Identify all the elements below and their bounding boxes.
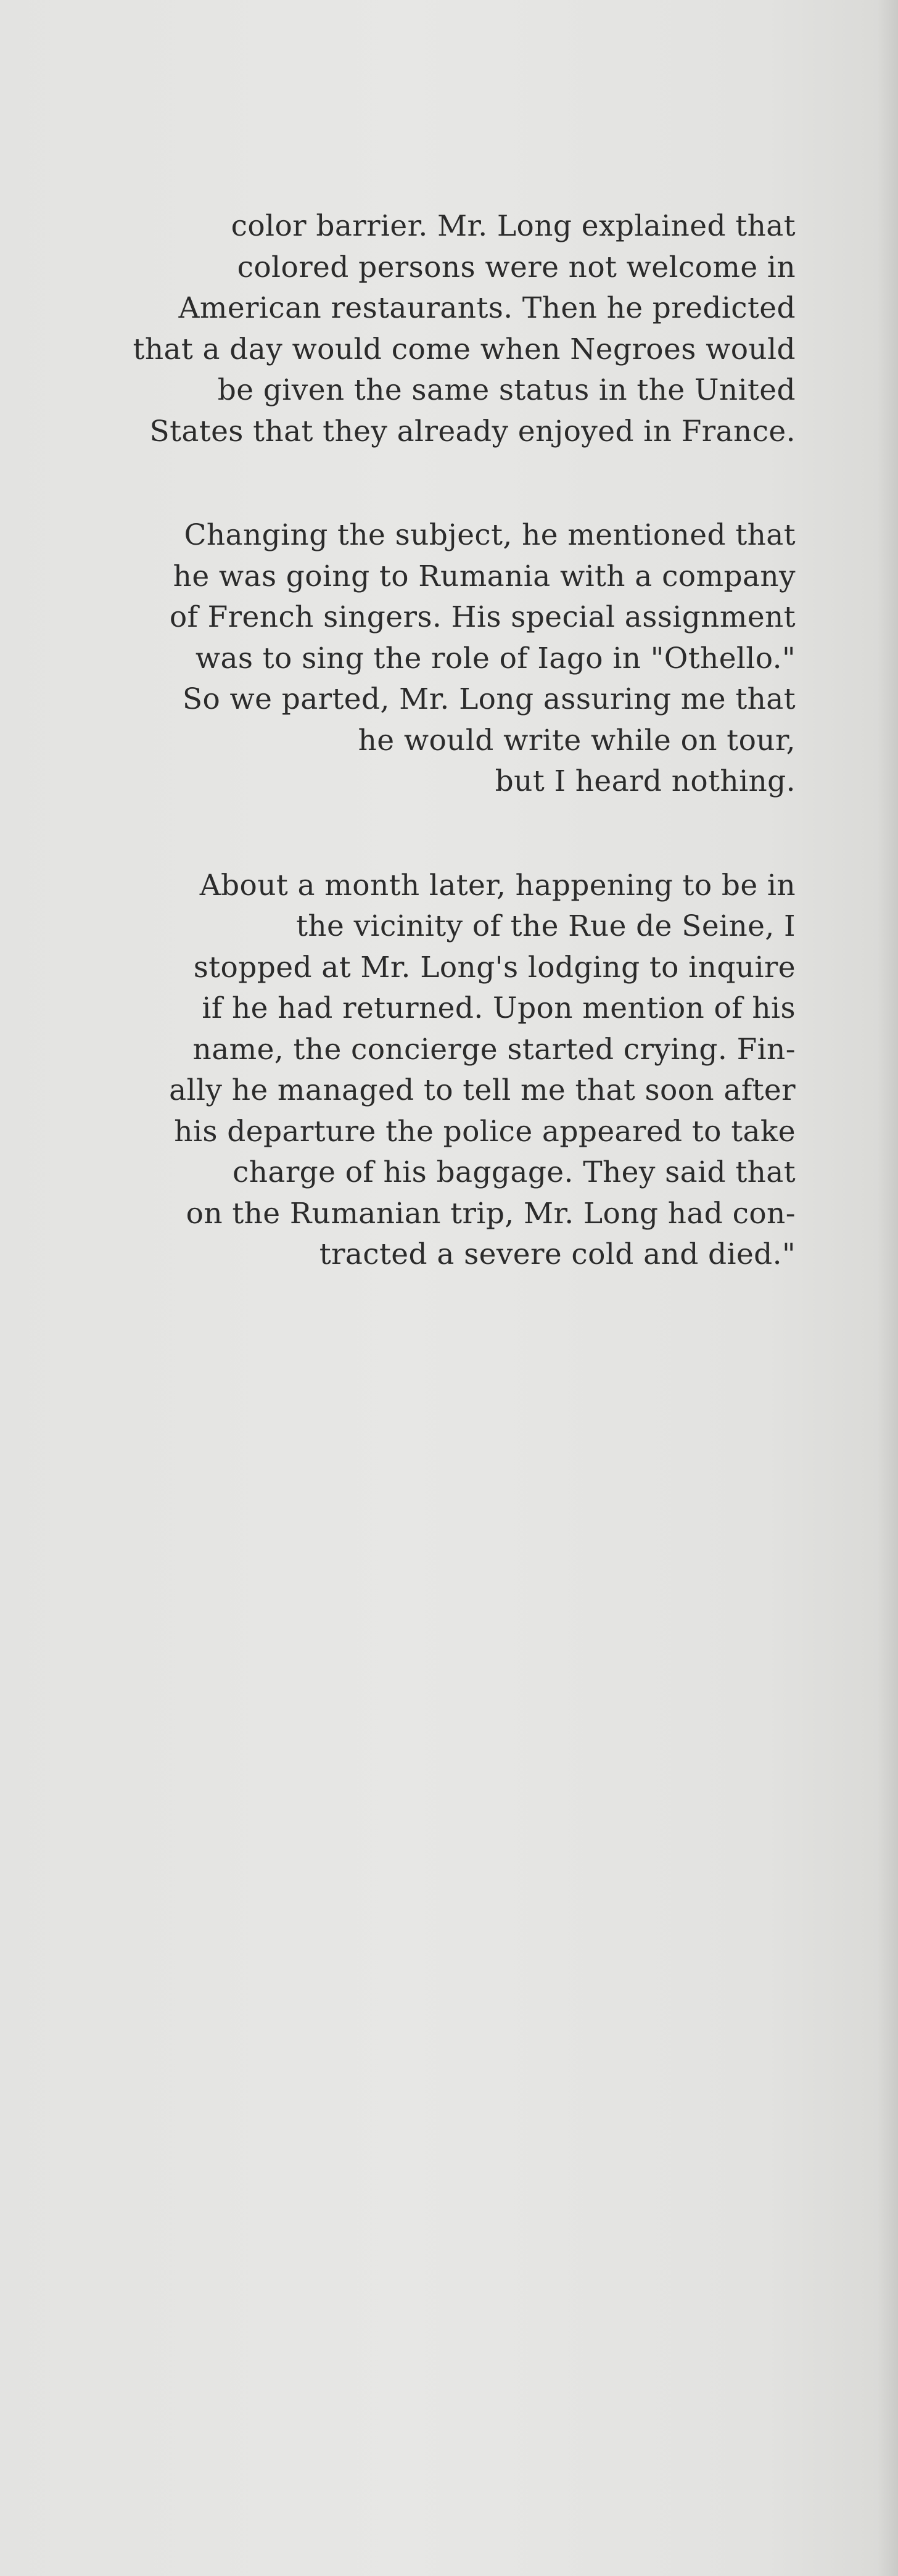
text-line: colored persons were not welcome in: [237, 250, 796, 284]
text-line: tracted a severe cold and died.": [319, 1237, 796, 1271]
text-line: he was going to Rumania with a company: [173, 559, 796, 593]
text-line: he would write while on tour,: [358, 723, 796, 758]
text-line: but I heard nothing.: [495, 764, 796, 798]
text-line: ally he managed to tell me that soon after: [169, 1073, 796, 1107]
text-line: name, the concierge started crying. Fin-: [192, 1032, 796, 1067]
text-line: Changing the subject, he mentioned that: [184, 518, 796, 552]
text-line: States that they already enjoyed in France.: [149, 414, 796, 448]
paragraph-2: [123, 515, 796, 803]
text-line: his departure the police appeared to take: [174, 1114, 796, 1149]
text-line: About a month later, happening to be in: [199, 868, 796, 902]
text-line: that a day would come when Negroes would: [133, 332, 796, 366]
text-block: [123, 206, 796, 1339]
paragraph-1: [123, 206, 796, 452]
text-line: American restaurants. Then he predicted: [178, 291, 796, 325]
text-line: So we parted, Mr. Long assuring me that: [182, 682, 796, 716]
text-line: on the Rumanian trip, Mr. Long had con-: [186, 1196, 796, 1231]
text-line: color barrier. Mr. Long explained that: [231, 209, 796, 243]
page-edge-shadow: [877, 0, 898, 2576]
text-line: of French singers. His special assignment: [169, 600, 796, 634]
text-line: stopped at Mr. Long's lodging to inquire: [193, 950, 796, 985]
text-line: was to sing the role of Iago in "Othello.": [195, 641, 796, 675]
text-line: be given the same status in the United: [217, 373, 796, 407]
text-line: the vicinity of the Rue de Seine, I: [296, 909, 796, 943]
text-line: if he had returned. Upon mention of his: [202, 991, 796, 1025]
text-line: charge of his baggage. They said that: [233, 1155, 796, 1189]
paragraph-3: [123, 865, 796, 1276]
